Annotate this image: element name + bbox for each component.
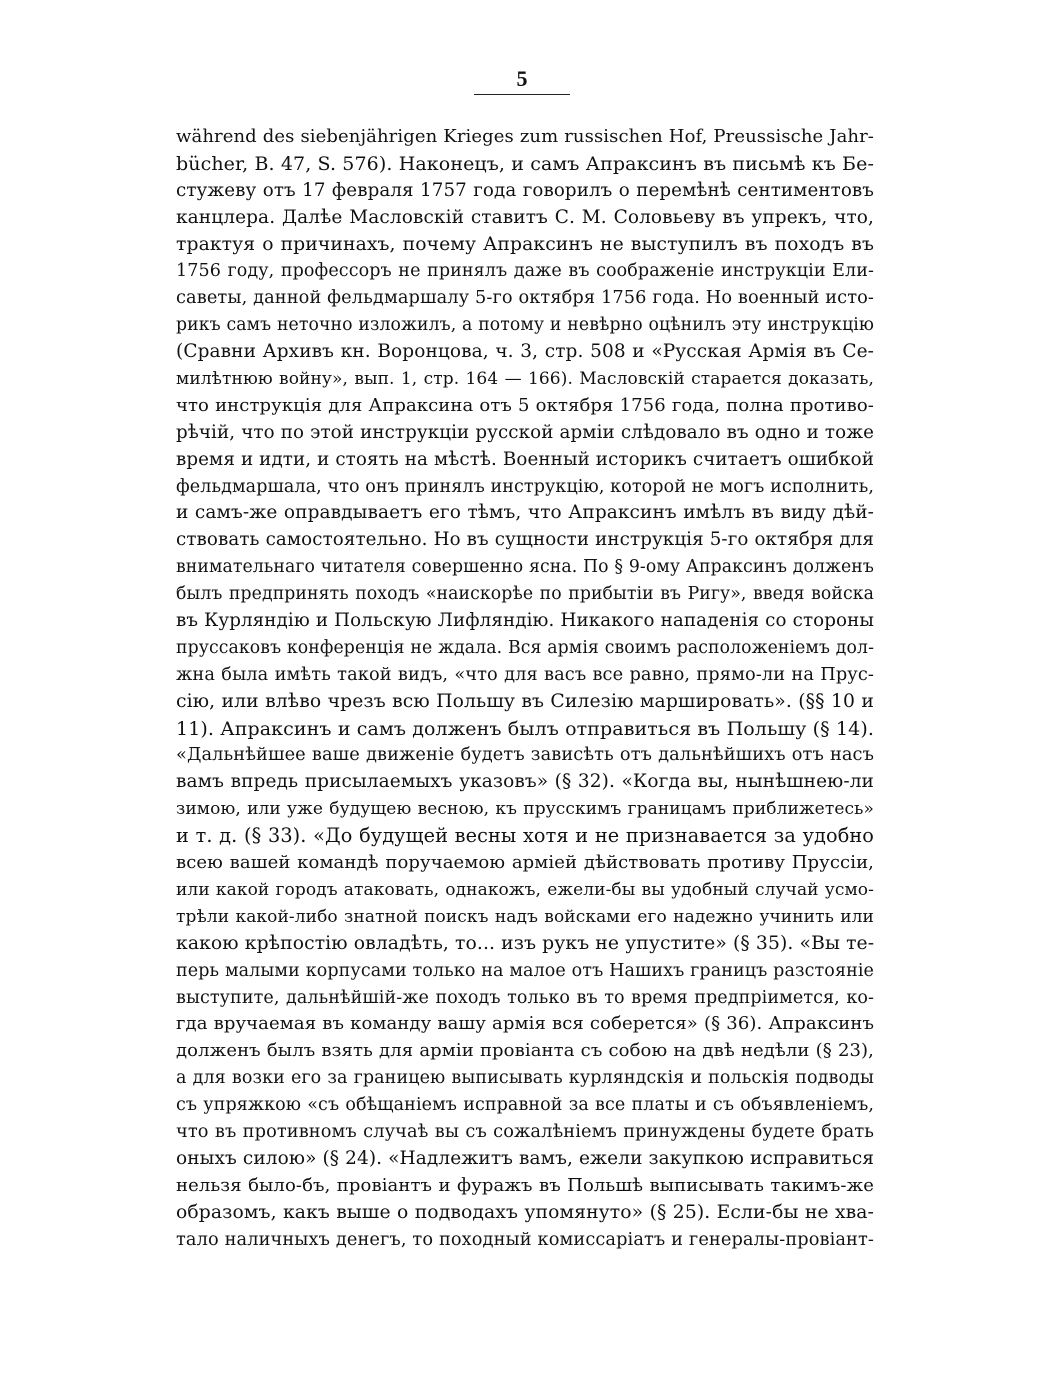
text-line: ствовать самостоятельно. Но въ сущности инструкція 5-го октября для	[176, 529, 874, 551]
page-number-rule	[474, 94, 570, 95]
text-line: съ упряжкою «съ обѣщаніемъ исправной за все платы и съ объявленіемъ,	[176, 1095, 874, 1116]
text-line: bücher, B. 47, S. 576). Наконецъ, и самъ Апраксинъ въ письмѣ къ Бе-	[176, 152, 874, 175]
text-line: рикъ самъ неточно изложилъ, а потому и невѣрно оцѣнилъ эту инструкцію	[176, 315, 874, 336]
text-line: 11). Апраксинъ и самъ долженъ былъ отправиться въ Польшу (§ 14).	[176, 717, 874, 740]
text-line: выступите, дальнѣйшій-же походъ только въ то время предпріимется, ко-	[176, 987, 874, 1008]
text-line: тало наличныхъ денегъ, то походный комиссаріатъ и генералы-провіант-	[176, 1229, 874, 1250]
text-line: пруссаковъ конференція не ждала. Вся армія своимъ расположеніемъ дол-	[176, 637, 874, 658]
text-line: былъ предпринять походъ «наискорѣе по прибытіи въ Ригу», введя войска	[176, 584, 874, 605]
text-line: что въ противномъ случаѣ вы съ сожалѣніемъ принуждены будете брать	[176, 1121, 874, 1142]
text-line: какою крѣпостію овладѣть, то... изъ рукъ не упустите» (§ 35). «Вы те-	[176, 932, 874, 954]
text-line: (Сравни Архивъ кн. Воронцова, ч. 3, стр. 508 и «Русская Армія въ Се-	[176, 341, 874, 363]
text-line: милѣтнюю войну», вып. 1, стр. 164 — 166). Масловскій старается доказать,	[176, 369, 874, 390]
text-line: зимою, или уже будущею весною, къ прусскимъ границамъ приближетесь»	[176, 799, 874, 820]
text-line: рѣчій, что по этой инструкціи русской арміи слѣдовало въ одно и тоже	[176, 421, 874, 443]
text-line: образомъ, какъ выше о подводахъ упомянуто» (§ 25). Если-бы не хва-	[176, 1201, 874, 1223]
text-line: 1756 году, профессоръ не принялъ даже въ соображеніе инструкціи Ели-	[176, 261, 874, 282]
text-line: жна была имѣть такой видъ, «что для васъ все равно, прямо-ли на Прус-	[176, 664, 874, 685]
text-line: «Дальнѣйшее ваше движеніе будетъ зависѣть отъ дальнѣйшихъ отъ насъ	[176, 745, 874, 766]
text-line: и т. д. (§ 33). «До будущей весны хотя и не признавается за удобно	[176, 824, 874, 848]
text-line: перь малыми корпусами только на малое отъ Нашихъ границъ разстояніе	[176, 960, 874, 981]
text-line: или какой городъ атаковать, однакожъ, ежели-бы вы удобный случай усмо-	[176, 879, 874, 900]
text-line: саветы, данной фельдмаршалу 5-го октября 1756 года. Но военный исто-	[176, 288, 874, 309]
page-number: 5	[516, 66, 528, 91]
text-line: въ Курляндію и Польскую Лифляндію. Никакого нападенія со стороны	[176, 610, 874, 632]
text-line: фельдмаршала, что онъ принялъ инструкцію, которой не могъ исполнить,	[176, 476, 874, 497]
text-line: вамъ впредь присылаемыхъ указовъ» (§ 32). «Когда вы, нынѣшнею-ли	[176, 771, 874, 793]
text-line: трактуя о причинахъ, почему Апраксинъ не выступилъ въ походъ въ	[176, 233, 874, 255]
body-text	[176, 124, 874, 1253]
text-line: стужеву отъ 17 февраля 1757 года говорилъ о перемѣнѣ сентиментовъ	[176, 179, 874, 201]
text-line: канцлера. Далѣе Масловскій ставитъ С. М. Соловьеву въ упрекъ, что,	[176, 206, 874, 228]
text-line: всею вашей командѣ поручаемою арміей дѣйствовать противу Пруссіи,	[176, 852, 874, 874]
text-line: и самъ-же оправдываетъ его тѣмъ, что Апраксинъ имѣлъ въ виду дѣй-	[176, 502, 874, 524]
text-line: что инструкція для Апраксина отъ 5 октября 1756 года, полна противо-	[176, 394, 874, 416]
text-line: оныхъ силою» (§ 24). «Надлежитъ вамъ, ежели закупкою исправиться	[176, 1147, 874, 1169]
text-line: внимательнаго читателя совершенно ясна. По § 9-ому Апраксинъ долженъ	[176, 557, 874, 578]
text-line: während des siebenjährigen Krieges zum russischen Hof, Preussische Jahr-	[176, 126, 874, 147]
text-line: а для возки его за границею выписывать курляндскія и польскія подводы	[176, 1068, 874, 1089]
text-line: долженъ былъ взять для арміи провіанта съ собою на двѣ недѣли (§ 23),	[176, 1040, 874, 1062]
text-line: сію, или влѣво чрезъ всю Польшу въ Силезію маршировать». (§§ 10 и	[176, 690, 874, 712]
text-line: трѣли какой-либо знатной поискъ надъ войсками его надежно учинить или	[176, 906, 874, 927]
text-line: гда вручаемая въ команду вашу армія вся соберется» (§ 36). Апраксинъ	[176, 1013, 874, 1035]
text-line: нельзя было-бъ, провіантъ и фуражъ въ Польшѣ выписывать такимъ-же	[176, 1174, 874, 1196]
text-line: время и идти, и стоять на мѣстѣ. Военный историкъ считаетъ ошибкой	[176, 448, 874, 470]
